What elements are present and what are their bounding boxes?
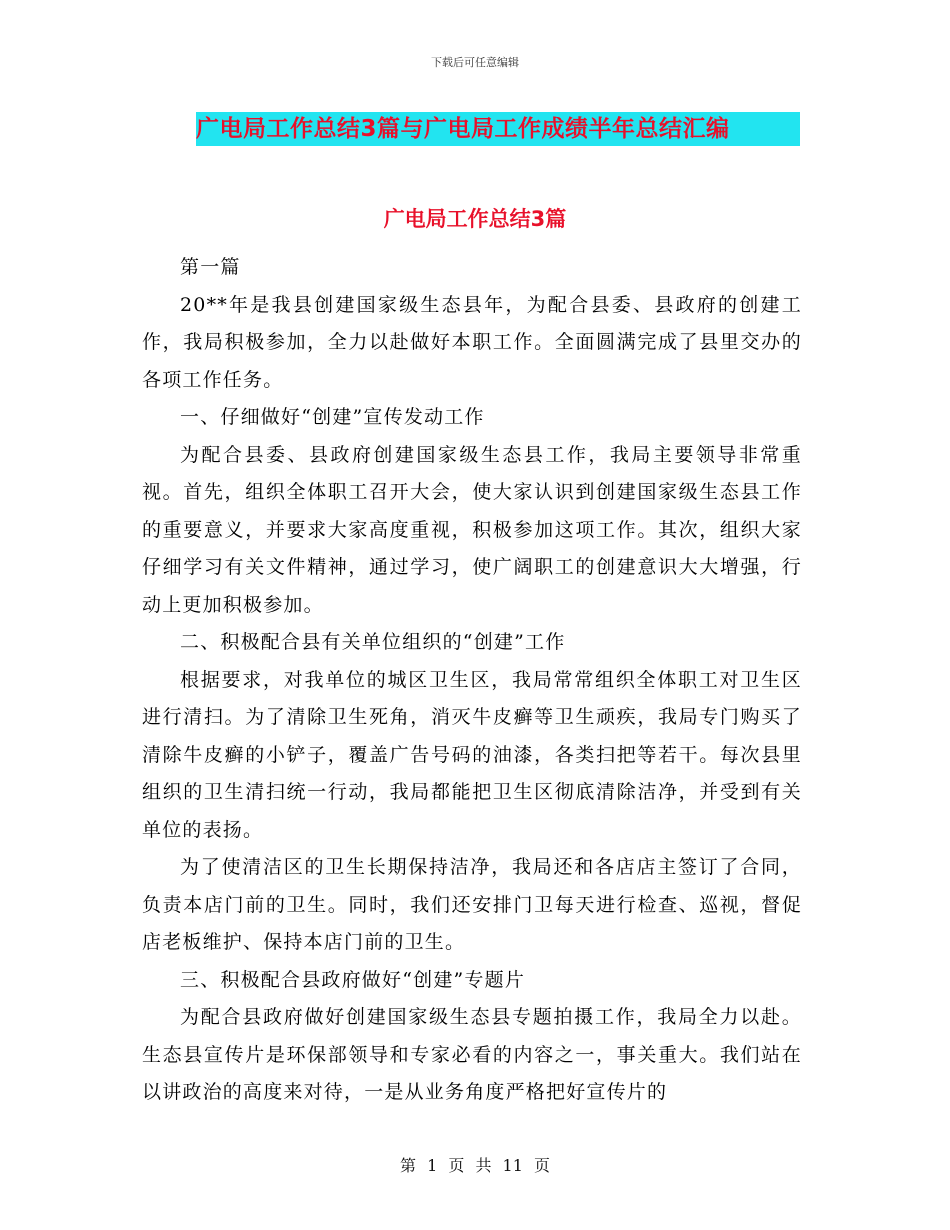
header-note: 下载后可任意编辑: [431, 56, 519, 69]
subheading: 一、仔细做好“创建”宣传发动工作: [180, 406, 485, 428]
paragraph: 根据要求，对我单位的城区卫生区，我局常常组织全体职工对卫生区进行清扫。为了清除卫生死角，消灭牛皮癣等卫生顽疾，我局专门购买了清除牛皮癣的小铲子，覆盖广告号码的油漆，各类扫把等若干。每次县里组织的卫生清扫统一行动，我局都能把卫生区彻底清除洁净，并受到有关单位的表扬。: [142, 668, 802, 841]
paragraph: 为配合县委、县政府创建国家级生态县工作，我局主要领导非常重视。首先，组织全体职工召开大会，使大家认识到创建国家级生态县工作的重要意义，并要求大家高度重视，积极参加这项工作。其次，组织大家仔细学习有关文件精神，通过学习，使广阔职工的创建意识大大增强，行动上更加积极参加。: [142, 443, 802, 616]
section-title: 广电局工作总结3篇: [383, 207, 567, 231]
paragraph: 20**年是我县创建国家级生态县年，为配合县委、县政府的创建工作，我局积极参加，全力以赴做好本职工作。全面圆满完成了县里交办的各项工作任务。: [142, 293, 802, 391]
subheading: 二、积极配合县有关单位组织的“创建”工作: [180, 631, 566, 653]
document-title: 广电局工作总结3篇与广电局工作成绩半年总结汇编: [196, 112, 800, 146]
paragraph: 为了使清洁区的卫生长期保持洁净，我局还和各店店主签订了合同，负责本店门前的卫生。同时，我们还安排门卫每天进行检查、巡视，督促店老板维护、保持本店门前的卫生。: [142, 856, 802, 953]
part-heading: 第一篇: [180, 256, 241, 278]
page-number: 第 1 页 共 11 页: [400, 1156, 550, 1175]
subheading: 三、积极配合县政府做好“创建”专题片: [180, 968, 526, 991]
paragraph: 为配合县政府做好创建国家级生态县专题拍摄工作，我局全力以赴。生态县宣传片是环保部领导和专家必看的内容之一，事关重大。我们站在以讲政治的高度来对待，一是从业务角度严格把好宣传片的: [142, 1006, 802, 1103]
document-body: [142, 249, 802, 1112]
